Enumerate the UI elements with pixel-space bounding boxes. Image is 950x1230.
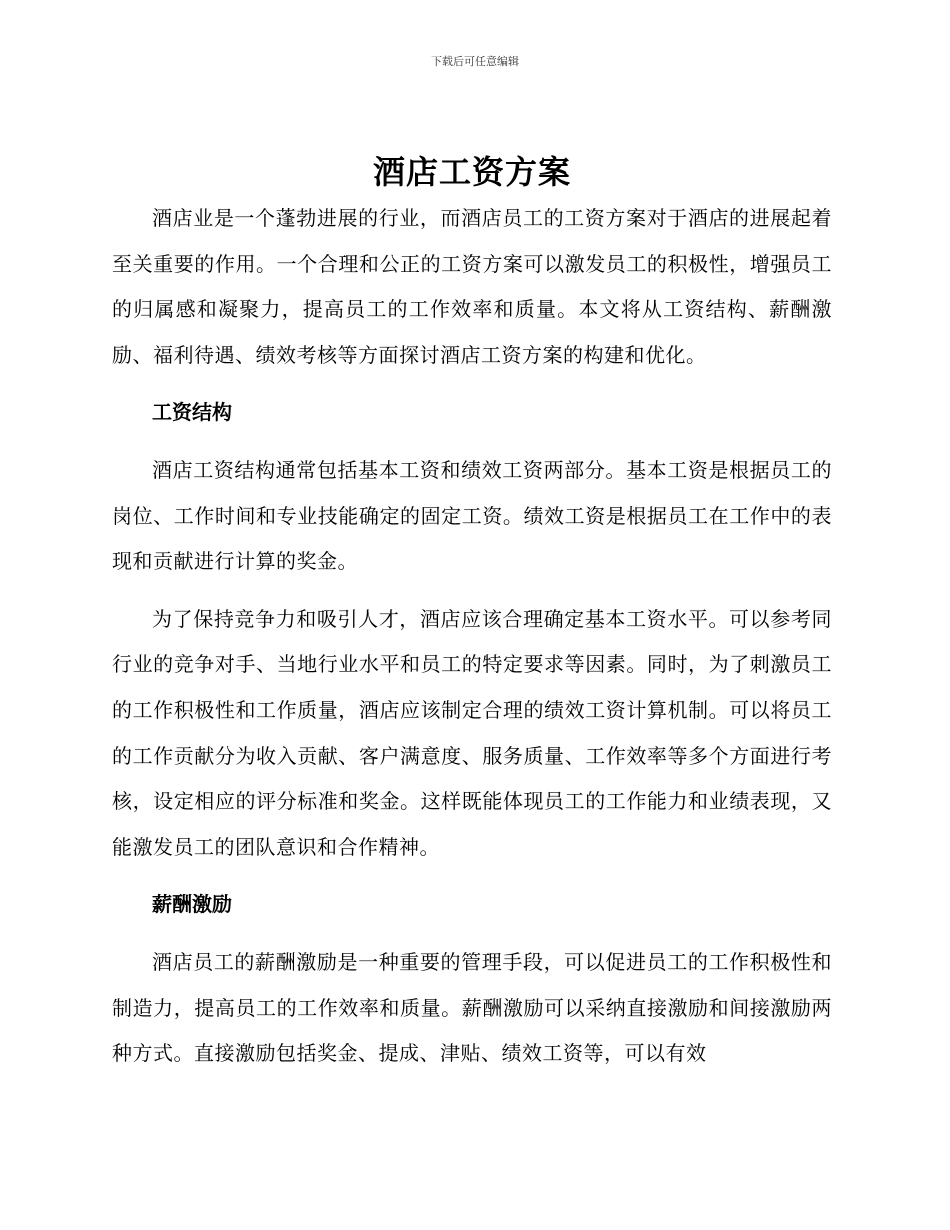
intro-paragraph: 酒店业是一个蓬勃进展的行业，而酒店员工的工资方案对于酒店的进展起着至关重要的作用。一个合理和公正的工资方案可以激发员工的积极性，增强员工的归属感和凝聚力，提高员工的工作效率和质量。本文将从工资结构、薪酬激励、福利待遇、绩效考核等方面探讨酒店工资方案的构建和优化。	[112, 206, 832, 367]
salary-structure-paragraph-2: 为了保持竞争力和吸引人才，酒店应该合理确定基本工资水平。可以参考同行业的竞争对手、当地行业水平和员工的特定要求等因素。同时，为了刺激员工的工作积极性和工作质量，酒店应该制定合理的绩效工资计算机制。可以将员工的工作贡献分为收入贡献、客户满意度、服务质量、工作效率等多个方面进行考核，设定相应的评分标准和奖金。这样既能体现员工的工作能力和业绩表现，又能激发员工的团队意识和合作精神。	[112, 606, 832, 859]
document-body	[112, 148, 832, 1089]
section-heading-compensation-incentive: 薪酬激励	[152, 892, 232, 917]
document-title: 酒店工资方案	[372, 153, 571, 191]
salary-structure-paragraph-1: 酒店工资结构通常包括基本工资和绩效工资两部分。基本工资是根据员工的岗位、工作时间和专业技能确定的固定工资。绩效工资是根据员工在工作中的表现和贡献进行计算的奖金。	[112, 457, 832, 574]
compensation-incentive-paragraph-1: 酒店员工的薪酬激励是一种重要的管理手段，可以促进员工的工作积极性和制造力，提高员工的工作效率和质量。薪酬激励可以采纳直接激励和间接激励两种方式。直接激励包括奖金、提成、津贴、绩效工资等，可以有效	[112, 949, 832, 1066]
header-note: 下载后可任意编辑	[431, 55, 519, 68]
section-heading-salary-structure: 工资结构	[152, 400, 232, 425]
